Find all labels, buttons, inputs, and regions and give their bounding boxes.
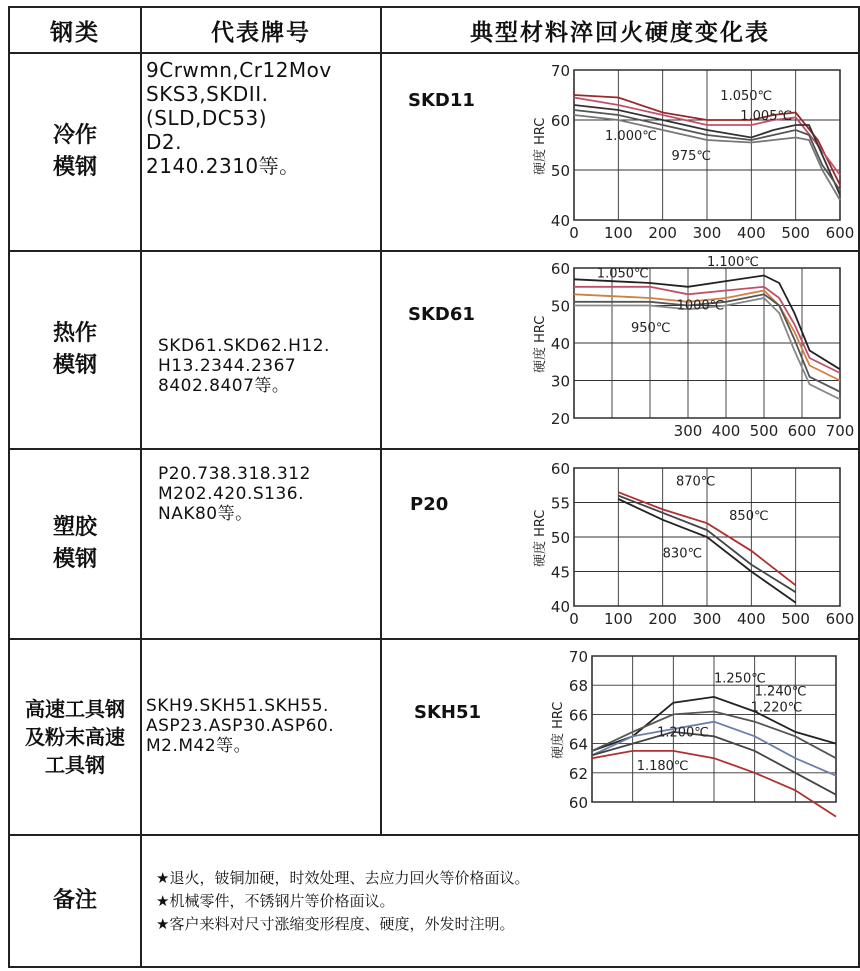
grade-line: M2.M42等。 [146,736,252,756]
x-tick-label: 200 [648,610,677,628]
grade-line: D2. [146,130,182,154]
x-tick-label: 200 [648,224,677,242]
temperature-label: 1.005℃ [740,109,793,124]
category-line: 塑胶 [52,515,97,540]
grades-plastic-mold [141,449,381,639]
grades-high-speed [141,639,381,835]
y-tick-label: 66 [568,706,588,725]
material-label: SKD11 [408,90,475,111]
header-row [9,7,859,53]
x-tick-label: 300 [692,610,722,628]
x-tick-label: 300 [673,422,703,440]
temperature-label: 1000℃ [676,298,725,314]
temperature-label: 830℃ [662,546,703,562]
table-row [9,639,859,835]
temperature-label: 1.000℃ [605,129,657,144]
temperature-label: 1.200℃ [657,725,709,741]
temperature-label: 1.100℃ [707,255,759,271]
category-cold-work [9,53,141,251]
grade-line: SKS3,SKDII. [146,82,269,106]
temperature-label: 950℃ [631,320,671,336]
remark-item: ★机械零件，不锈钢片等价格面议。 [156,891,395,910]
table-row [9,251,859,449]
remarks-label: 备注 [9,835,141,967]
y-tick-label: 40 [550,335,570,353]
chart-cell-skd11 [381,53,859,251]
x-tick-label: 0 [569,610,579,628]
category-line: 及粉末高速 [25,725,125,749]
grade-line: 9Crwmn,Cr12Mov [146,58,332,82]
x-tick-label: 0 [569,224,579,242]
y-axis-label: 硬度 HRC [551,701,566,759]
grades-hot-work [141,251,381,449]
chart-p20 [530,454,855,636]
category-line: 模钢 [52,547,97,572]
grade-line: ASP23.ASP30.ASP60. [146,716,335,736]
x-tick-label: 400 [737,224,766,242]
grade-line: NAK80等。 [158,504,253,524]
remark-item: ★客户来料对尺寸涨缩变形程度、硬度，外发时注明。 [156,914,515,933]
x-tick-label: 100 [604,224,633,242]
y-axis-label: 硬度 HRC [533,315,548,373]
x-tick-label: 100 [604,610,633,628]
material-label: SKH51 [414,702,482,723]
remarks-list [141,835,859,967]
grade-line: (SLD,DC53) [146,106,268,130]
y-tick-label: 40 [550,598,570,616]
y-axis-label: 硬度 HRC [533,117,548,175]
temperature-label: 1.050℃ [596,266,649,282]
remarks-row [9,835,859,967]
grade-line: M202.420.S136. [158,484,305,504]
y-tick-label: 45 [550,563,570,582]
table-row [9,449,859,639]
y-tick-label: 68 [568,677,588,696]
x-tick-label: 500 [781,610,810,628]
x-tick-label: 600 [825,610,855,628]
x-tick-label: 400 [737,610,766,628]
x-tick-label: 700 [825,422,855,440]
chart-skd61 [530,255,855,446]
x-tick-label: 500 [781,224,810,242]
chart-skh51 [530,644,850,832]
header-grades: 代表牌号 [141,7,381,53]
table-row [9,53,859,251]
y-tick-label: 20 [550,410,570,428]
x-tick-label: 300 [692,224,722,242]
temperature-label: 1.180℃ [636,758,689,774]
temperature-label: 1.050℃ [720,89,773,104]
y-tick-label: 50 [550,162,570,180]
category-line: 模钢 [52,353,97,378]
y-tick-label: 70 [568,648,588,666]
category-line: 工具钢 [45,753,105,777]
y-tick-label: 50 [550,297,570,316]
y-axis-label: 硬度 HRC [533,509,548,567]
y-tick-label: 50 [550,529,570,547]
x-tick-label: 600 [787,422,817,440]
chart-cell-p20 [381,449,859,639]
y-tick-label: 64 [568,735,588,754]
category-line: 高速工具钢 [25,697,125,721]
temperature-label: 870℃ [675,474,716,490]
category-line: 模钢 [52,155,97,180]
y-tick-label: 60 [550,460,570,478]
x-tick-label: 500 [749,422,779,440]
grade-line: H13.2344.2367 [158,356,297,376]
y-tick-label: 60 [550,112,570,130]
header-steel-type: 钢类 [9,7,141,53]
grade-line: 8402.8407等。 [158,376,290,396]
material-label: SKD61 [408,304,475,325]
y-tick-label: 40 [550,212,570,230]
category-hot-work [9,251,141,449]
temperature-label: 1.250℃ [714,671,766,687]
material-label: P20 [410,494,449,515]
grade-line: P20.738.318.312 [158,464,311,484]
chart-cell-skd61 [381,251,859,449]
grade-line: SKD61.SKD62.H12. [158,336,330,356]
y-tick-label: 30 [550,372,570,391]
temperature-label: 975℃ [671,149,711,164]
y-tick-label: 62 [568,764,588,783]
temperature-label: 850℃ [729,508,769,524]
grade-line: SKH9.SKH51.SKH55. [146,696,329,716]
grades-cold-work [141,53,381,251]
header-chart-title: 典型材料淬回火硬度变化表 [381,7,859,53]
remark-item: ★退火，铍铜加硬，时效处理、去应力回火等价格面议。 [156,868,530,887]
grade-line: 2140.2310等。 [146,154,300,178]
steel-table [8,6,860,968]
x-tick-label: 400 [711,422,741,440]
category-plastic-mold [9,449,141,639]
temperature-label: 1.240℃ [754,684,807,700]
y-tick-label: 60 [550,260,570,278]
chart-skd11 [530,58,855,248]
x-tick-label: 600 [825,224,855,242]
temperature-label: 1.220℃ [750,700,803,716]
category-line: 冷作 [52,123,97,148]
y-tick-label: 70 [550,62,570,80]
category-high-speed [9,639,141,835]
chart-cell-skh51 [381,639,859,835]
y-tick-label: 55 [550,494,570,513]
category-line: 热作 [52,321,97,346]
y-tick-label: 60 [568,794,588,812]
